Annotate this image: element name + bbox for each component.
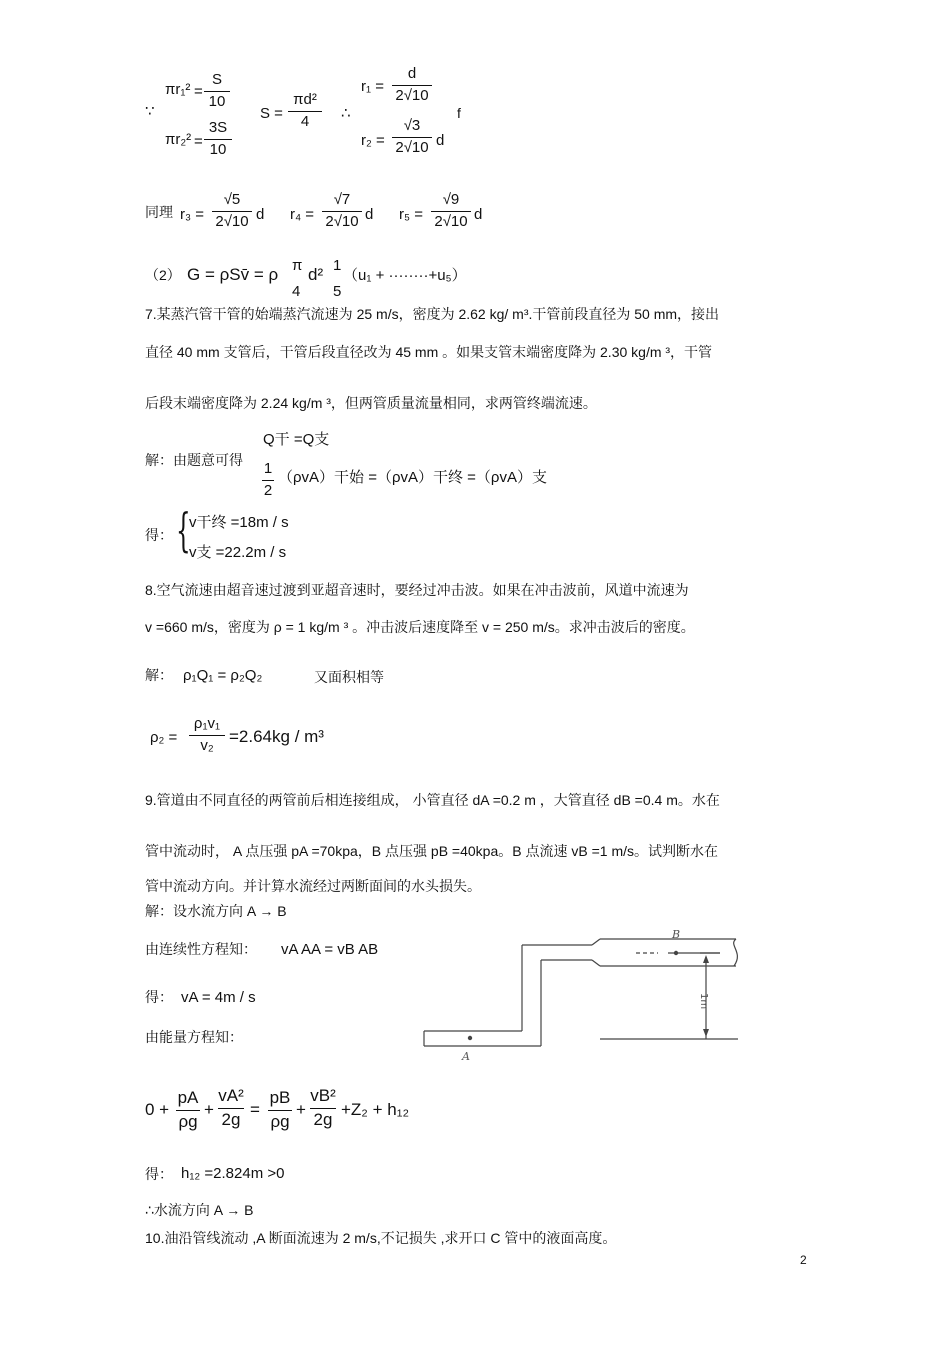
r2-tail-d: d [436,132,445,149]
problem-10-line-1: 10.油沿管线流动 ,A 断面流速为 2 m/s,不记损失 ,求开口 C 管中的液面高度。 [145,1230,617,1246]
part-2-label: （2） [145,267,181,283]
r4-tail-d: d [365,206,374,223]
r1-label: r₁ = [361,78,384,95]
mass-flow-expression: G = ρSv̄ = ρ [187,265,279,284]
plus-sign: + [296,1100,306,1119]
similarly-label: 同理 [145,204,173,220]
fraction-rho1v1-over-v2: ρ₁v₁ v₂ [189,716,225,754]
p9-va-result: vA = 4m / s [181,989,256,1006]
fraction-pi-d2-over-4: πd² 4 [288,92,322,130]
because-symbol: ∵ [145,103,155,120]
equals-sign: = [250,1100,260,1119]
p7-flow-equality: Q干 =Q支 [263,431,330,448]
fraction-r3: √5 2√10 [212,192,252,230]
numerator-one: 1 [333,257,342,274]
p9-result-label-2: 得： [145,1166,173,1182]
problem-9-line-2: 管中流动时， A 点压强 pA =70kpa，B 点压强 pB =40kpa。B 点流速 vB =1 m/s。试判断水在 [145,843,718,859]
fraction-va2-over-2g: vA² 2g [218,1086,244,1129]
head-loss-result: h₁₂ =2.824m >0 [181,1165,285,1182]
p9-continuity-label: 由连续性方程知： [145,941,257,957]
r3-label: r₃ = [180,206,205,223]
energy-eq-tail: +Z₂ + h₁₂ [341,1100,410,1119]
p8-solution-label: 解： [145,667,173,683]
rho2-label: ρ₂ = [150,729,178,746]
fraction-r5: √9 2√10 [431,192,471,230]
r5-tail-d: d [474,206,483,223]
problem-8-line-2: v =660 m/s，密度为 ρ = 1 kg/m ³ 。冲击波后速度降至 v = 250 m/s。求冲击波后的密度。 [145,619,695,635]
denominator-four: 4 [292,283,301,300]
p9-energy-label: 由能量方程知： [145,1029,243,1045]
stray-letter: f [457,105,461,121]
problem-9-line-3: 管中流动方向。并计算水流经过两断面间的水头损失。 [145,878,481,894]
p8-continuity: ρ₁Q₁ = ρ₂Q₂ [183,667,263,684]
equals-sign: = [194,83,203,100]
point-a-label: A [462,1050,470,1063]
flow-direction-conclusion: ∴水流方向 A → B [145,1202,254,1218]
fraction-pa-over-rho-g: pA ρg [177,1088,199,1131]
pi-r1-squared: πr₁² [165,81,191,98]
problem-7-line-2: 直径 40 mm 支管后，干管后段直径改为 45 mm 。如果支管末端密度降为 2.30 kg/m ³，干管 [145,344,713,360]
p7-result-label: 得： [145,527,173,543]
pipe-diagram [420,925,745,1065]
pi-r2-squared: πr₂² [165,131,192,148]
energy-eq-zero: 0 + [145,1100,170,1119]
velocity-sum: （u₁ + ········+u₅） [343,267,467,284]
p9-continuity-equation: vA AA = vB AB [281,941,379,958]
problem-9-line-1: 9.管道由不同直径的两管前后相连接组成， 小管直径 dA =0.2 m ，大管直径 dB =0.4 m。水在 [145,792,720,808]
problem-7-line-1: 7.某蒸汽管干管的始端蒸汽流速为 25 m/s，密度为 2.62 kg/ m³.干管前段直径为 50 mm，接出 [145,306,720,322]
equals-sign: = [194,133,203,150]
area-s-label: S = [260,105,283,122]
fraction-3s-over-10: 3S 10 [204,120,232,158]
fraction-s-over-10: S 10 [204,72,230,110]
p9-solution-assume: 解：设水流方向 A → B [145,903,287,919]
r4-label: r₄ = [290,206,315,223]
d-squared: d² [308,265,324,284]
v-branch: v支 =22.2m / s [189,544,287,561]
page-number: 2 [800,1253,807,1267]
p7-mass-equation: （ρvA）干始 =（ρvA）干终 =（ρvA）支 [278,469,547,486]
plus-sign: + [204,1100,214,1119]
fraction-pb-over-rho-g: pB ρg [269,1088,291,1131]
fraction-vb2-over-2g: vB² 2g [310,1086,336,1129]
problem-8-line-1: 8.空气流速由超音速过渡到亚超音速时，要经过冲击波。如果在冲击波前，风道中流速为 [145,582,689,598]
height-1m-label: 1m [698,993,709,1010]
r5-label: r₅ = [399,206,423,223]
denominator-five: 5 [333,283,342,300]
problem-7-line-3: 后段末端密度降为 2.24 kg/m ³，但两管质量流量相同，求两管终端流速。 [145,395,597,411]
r2-label: r₂ = [361,132,385,149]
pi-symbol: π [292,257,303,274]
p8-equal-area-note: 又面积相等 [314,669,384,685]
r3-tail-d: d [256,206,265,223]
p7-solution-label: 解：由题意可得 [145,452,243,468]
fraction-r1: d 2√10 [392,66,432,104]
fraction-r2: √3 2√10 [392,118,432,156]
fraction-r4: √7 2√10 [322,192,362,230]
therefore-symbol: ∴ [341,105,351,122]
point-b-label: B [672,928,681,941]
p9-result-label-1: 得： [145,989,173,1005]
left-brace: { [176,503,191,557]
p8-density-result: =2.64kg / m³ [229,727,324,746]
v-main-end: v干终 =18m / s [189,514,289,531]
fraction-one-half: 1 2 [263,460,273,499]
